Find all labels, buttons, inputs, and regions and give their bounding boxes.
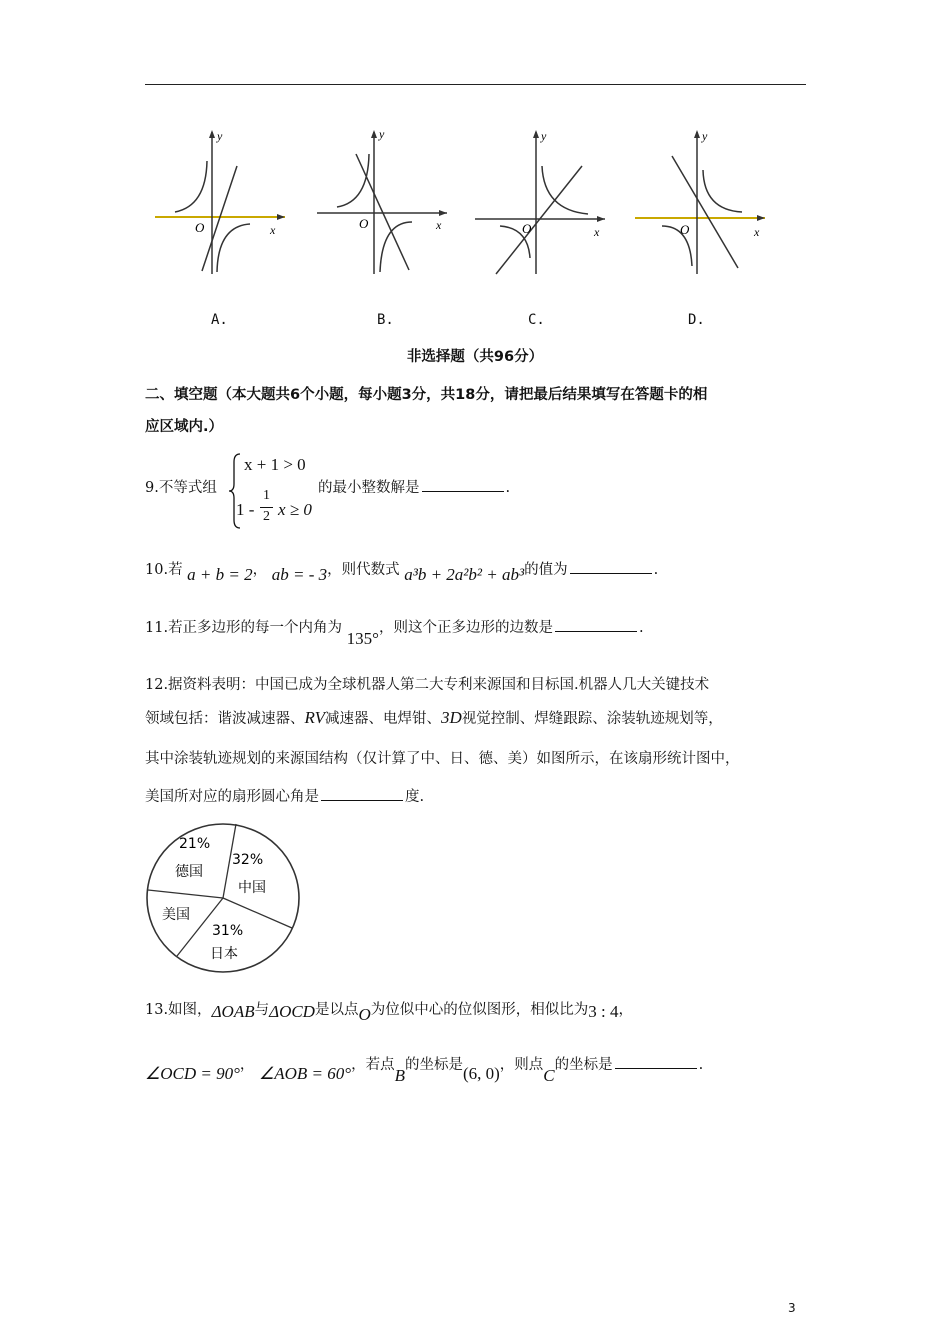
q9-tail (318, 476, 510, 497)
q13-point-o: O (358, 1005, 371, 1024)
q10-expr2: ab = - 3 (271, 565, 328, 584)
q12-3d: 3D (440, 708, 462, 727)
q10-number: 10. (145, 562, 169, 578)
q12-line4a: 美国所对应的扇形圆心角是 (145, 789, 319, 805)
q13-tri2: ΔOCD (269, 1002, 315, 1021)
q9-number: 9. (145, 480, 159, 496)
q13-end: . (698, 1057, 704, 1073)
header-rule (145, 84, 806, 85)
q12-line4 (145, 785, 424, 806)
x-axis-label: x (436, 218, 442, 232)
q12-rv: RV (304, 708, 325, 727)
q13-angle1: ∠OCD = 90° (145, 1064, 240, 1083)
section2-heading-line1: 二、填空题（本大题共6个小题，每小题3分，共18分，请把最后结果填写在答题卡的相 (145, 387, 708, 403)
pie-germany-label: 德国 (175, 864, 203, 880)
option-b-label: B. (377, 312, 394, 328)
q9-answer-blank[interactable] (422, 490, 504, 492)
q11-end: . (638, 620, 644, 636)
y-axis-label: y (217, 129, 223, 143)
q10-text1: 若 (168, 562, 183, 578)
option-d-label: D. (688, 312, 705, 328)
q12-line3: 其中涂装轨迹规划的来源国结构（仅计算了中、日、德、美）如图所示，在该扇形统计图中， (145, 751, 740, 767)
q9-ineq2-part-b: x ≥ 0 (278, 500, 312, 519)
q13-line1c: 是以点 (314, 1002, 359, 1018)
x-axis-label: x (754, 225, 760, 239)
q9-end: . (505, 480, 511, 496)
x-axis-label: x (594, 225, 600, 239)
page-number: 3 (788, 1301, 796, 1315)
q9-text1: 不等式组 (158, 480, 217, 496)
q10-text2: ，则代数式 (327, 562, 400, 578)
q11-number: 11. (145, 620, 169, 636)
q13-line2b: 的坐标是 (404, 1057, 463, 1073)
q10-answer-blank[interactable] (570, 572, 652, 574)
q12-line4b: 度. (405, 789, 425, 805)
pie-china-pct: 32% (232, 852, 264, 868)
q12-line2c: 视觉控制、焊缝跟踪、涂装轨迹规划等， (461, 711, 723, 727)
q11-text1: 若正多边形的每一个内角为 (168, 620, 343, 636)
graph-d (630, 126, 770, 276)
q13-coord-b: (6, 0) (462, 1064, 500, 1083)
q10-sep: ， (252, 562, 268, 578)
q9-frac-den: 2 (263, 509, 270, 524)
option-c-label: C. (528, 312, 545, 328)
q9-inequality1: x + 1 > 0 (244, 455, 306, 474)
pie-usa-label: 美国 (162, 907, 190, 923)
q9-lead (145, 476, 217, 497)
q11-answer-blank[interactable] (555, 630, 637, 632)
origin-label: O (522, 221, 532, 236)
origin-label: O (680, 222, 690, 237)
q13-line2c: ，则点 (499, 1057, 544, 1073)
q13-point-b: B (394, 1066, 405, 1085)
option-a-label: A. (211, 312, 228, 328)
pie-japan-pct: 31% (212, 923, 244, 939)
q10-end: . (653, 562, 659, 578)
section2-heading-line2: 应区域内.） (145, 419, 224, 435)
q12-answer-blank[interactable] (321, 799, 403, 801)
q13-line2d: 的坐标是 (554, 1057, 613, 1073)
q13-line2a: ，若点 (351, 1057, 395, 1073)
q11-text2: ，则这个正多边形的边数是 (378, 620, 553, 636)
pie-china-label: 中国 (238, 880, 266, 896)
q13-line1a: 13.如图， (145, 1002, 212, 1018)
q13-line2 (145, 1053, 704, 1085)
y-axis-label: y (702, 129, 708, 143)
pie-chart (144, 820, 304, 976)
q12-line2 (145, 707, 723, 728)
graph-b (312, 126, 452, 276)
q11-angle: 135° (346, 629, 379, 648)
q9-frac-bar (260, 507, 273, 508)
q9-ineq2-part-a: 1 - (236, 500, 255, 519)
q13-tri1: ΔOAB (211, 1002, 255, 1021)
graph-c (470, 126, 610, 276)
section-title: 非选择题（共96分） (406, 349, 544, 365)
origin-label: O (359, 216, 369, 231)
q10-expr1: a + b = 2 (187, 565, 253, 584)
q13-line1e: ， (618, 1002, 633, 1018)
q13-sep: ， (239, 1057, 255, 1073)
pie-japan-label: 日本 (210, 946, 238, 962)
x-axis-label: x (270, 223, 276, 237)
y-axis-label: y (541, 129, 547, 143)
q13-angle2: ∠AOB = 60° (259, 1064, 352, 1083)
q10 (145, 558, 659, 584)
q9-frac-num: 1 (263, 488, 270, 503)
q12-line2a: 领域包括：谐波减速器、 (145, 711, 305, 727)
graph-a (150, 126, 290, 276)
q11 (145, 616, 644, 648)
q10-text3: 的值为 (524, 562, 568, 578)
q12-line1: 12.据资料表明：中国已成为全球机器人第二大专利来源国和目标国.机器人几大关键技术 (145, 677, 710, 693)
q13-point-c: C (543, 1066, 555, 1085)
q13-answer-blank[interactable] (615, 1067, 697, 1069)
origin-label: O (195, 220, 205, 235)
pie-germany-pct: 21% (179, 836, 211, 852)
q12-line2b: 减速器、电焊钳、 (324, 711, 441, 727)
q13-line1b: 与 (254, 1002, 270, 1018)
y-axis-label: y (379, 127, 385, 141)
pie-divider-germany-usa (148, 890, 223, 898)
q13-ratio: 3 : 4 (588, 1002, 619, 1021)
q9-text2: 的最小整数解是 (318, 480, 420, 496)
q13-line1 (145, 998, 633, 1024)
q13-line1d: 为位似中心的位似图形，相似比为 (370, 1002, 589, 1018)
q10-expr3: a³b + 2a²b² + ab³ (404, 565, 525, 584)
